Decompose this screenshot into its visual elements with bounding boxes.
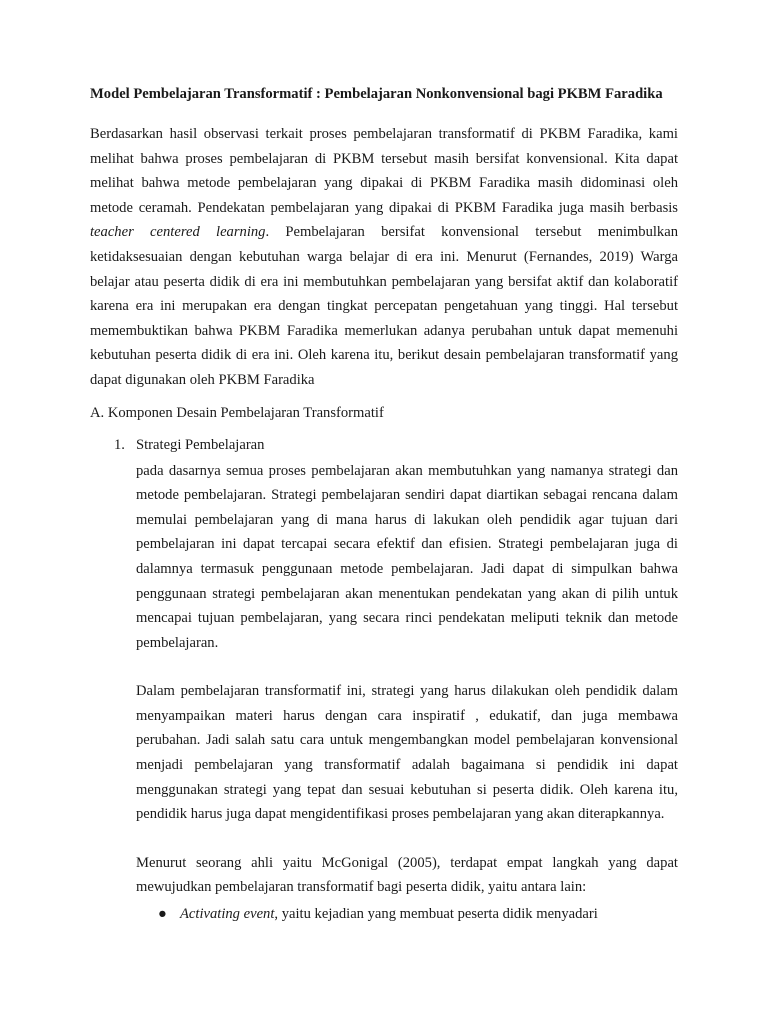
intro-text-part1: Berdasarkan hasil observasi terkait proses pembelajaran transformatif di PKBM Faradika, kami melihat bahwa proses pembelajaran di PKBM tersebut masih bersifat konvensional. Kita dapat melihat bahwa metode pembelajaran yang dipakai di PKBM Faradika masih didominasi oleh metode ceramah. Pendekatan pembelajaran yang dipakai di PKBM Faradika juga masih berbasis [90,126,678,216]
bullet-text: , yaitu kejadian yang membuat peserta didik menyadari [274,906,598,923]
intro-italic-term: teacher centered learning [90,224,266,241]
section-heading-a: A. Komponen Desain Pembelajaran Transformatif [90,404,384,421]
bullet-dot-icon: ● [158,906,167,923]
item-paragraph-3: Menurut seorang ahli yaitu McGonigal (2005), terdapat empat langkah yang dapat mewujudkan pembelajaran transformatif bagi peserta didik, yaitu antara lain: [136,854,678,896]
bullet-italic-term: Activating event [180,906,275,923]
item-title: Strategi Pembelajaran [136,436,265,453]
item-body [136,459,678,901]
intro-text-part2: . Pembelajaran bersifat konvensional tersebut menimbulkan ketidaksesuaian dengan kebutuhan warga belajar di era ini. Menurut (Fernandes, 2019) Warga belajar atau peserta didik di era ini membutuhkan pembelajaran yang bersifat aktif dan kolaboratif karena era ini merupakan era dengan tingkat percepatan pengetahuan yang tinggi. Hal tersebut memembuktikan bahwa PKBM Faradika memerlukan adanya perubahan untuk dapat memenuhi kebutuhan peserta didik di era ini. Oleh karena itu, berikut desain pembelajaran transformatif yang dapat digunakan oleh PKBM Faradika [90,224,678,388]
bullet-list [136,902,678,926]
numbered-item-1 [90,433,678,927]
bullet-item [136,902,678,926]
item-number: 1. [114,436,125,453]
document-page [90,84,678,926]
item-paragraph-1: pada dasarnya semua proses pembelajaran akan membutuhkan yang namanya strategi dan metode pembelajaran. Strategi pembelajaran sendiri dapat diartikan sebagai rencana dalam memulai pembelajaran yang di mana harus di lakukan oleh pendidik agar tujuan dari pembelajaran ini dapat tercapai secara efektif dan efisien. Strategi pembelajaran juga di dalamnya termasuk penggunaan metode pembelajaran. Jadi dapat di simpulkan bahwa penggunaan strategi pembelajaran akan menentukan pendekatan yang akan di pilih untuk mencapai tujuan pembelajaran, yang secara rinci pendekatan meliputi teknik dan metode pembelajaran. [136,462,678,651]
document-title: Model Pembelajaran Transformatif : Pembelajaran Nonkonvensional bagi PKBM Faradika [90,86,663,102]
item-paragraph-2: Dalam pembelajaran transformatif ini, strategi yang harus dilakukan oleh pendidik dalam menyampaikan materi harus dengan cara inspiratif , edukatif, dan juga membawa perubahan. Jadi salah satu cara untuk mengembangkan model pembelajaran konvensional menjadi pembelajaran yang transformatif adalah bagaimana si pendidik ini dapat menggunakan strategi yang tepat dan sesuai kebutuhan si peserta didik. Oleh karena itu, pendidik harus juga dapat mengidentifikasi proses pembelajaran yang akan diterapkannya. [136,683,678,823]
intro-paragraph [90,122,678,393]
